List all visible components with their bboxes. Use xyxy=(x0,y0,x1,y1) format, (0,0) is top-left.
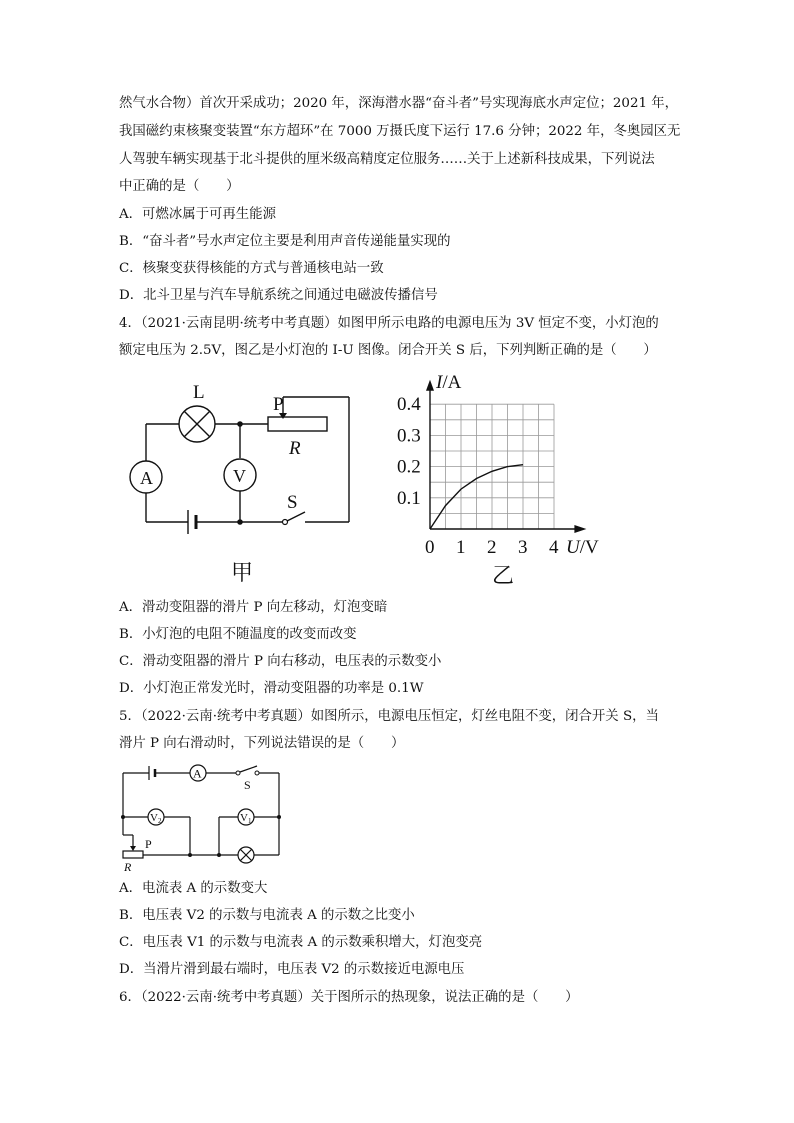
q5-option-d[interactable]: D．当滑片滑到最右端时，电压表 V2 的示数接近电源电压 xyxy=(119,962,465,977)
x-tick-label: 1 xyxy=(456,537,466,558)
battery-icon xyxy=(188,510,196,534)
q4-stem-line-1: 4．（2021·云南昆明·统考中考真题）如图甲所示电路的电源电压为 3V 恒定不变，小灯泡的 xyxy=(119,316,659,331)
q5-switch-icon xyxy=(236,766,259,775)
q5-v1-label: V1 xyxy=(240,812,252,825)
intro-line-4: 中正确的是（ ） xyxy=(119,179,240,194)
figure-caption-jia: 甲 xyxy=(231,561,254,586)
q4-stem-line-2: 额定电压为 2.5V，图乙是小灯泡的 I-U 图像。闭合开关 S 后，下列判断正确的是（ ） xyxy=(119,343,657,358)
intro-line-1: 然气水合物）首次开采成功；2020 年，深海潜水器“奋斗者”号实现海底水声定位；2021 年， xyxy=(119,96,679,111)
q5-v2-label: V2 xyxy=(150,812,162,825)
ammeter-label: A xyxy=(140,468,153,488)
rheostat-icon xyxy=(268,417,327,431)
q4-option-c[interactable]: C．滑动变阻器的滑片 P 向右移动，电压表的示数变小 xyxy=(119,654,442,669)
resistor-label: R xyxy=(289,438,301,459)
q6-stem-line-1: 6．（2022·云南·统考中考真题）关于图所示的热现象，说法正确的是（ ） xyxy=(119,990,579,1005)
lamp-icon xyxy=(179,406,215,442)
q4-option-a[interactable]: A．滑动变阻器的滑片 P 向左移动，灯泡变暗 xyxy=(119,600,388,615)
iu-graph xyxy=(385,365,620,590)
x-tick-label: 4 xyxy=(549,537,559,558)
switch-label: S xyxy=(287,492,298,513)
lamp-label: L xyxy=(193,382,205,403)
q3-option-a[interactable]: A．可燃冰属于可再生能源 xyxy=(119,207,276,222)
q5-stem-line-1: 5．（2022·云南·统考中考真题）如图所示，电源电压恒定，灯丝电阻不变，闭合开关 S，当 xyxy=(119,709,659,724)
q5-switch-label: S xyxy=(244,778,251,792)
intro-line-2: 我国磁约束核聚变装置“东方超环”在 7000 万摄氏度下运行 17.6 分钟；2022 年，冬奥园区无 xyxy=(119,124,681,139)
q5-battery-icon xyxy=(149,766,155,780)
q4-option-d[interactable]: D．小灯泡正常发光时，滑动变阻器的功率是 0.1W xyxy=(119,681,424,696)
x-axis-arrow-icon xyxy=(574,525,586,533)
q5-rheostat-icon xyxy=(123,851,143,858)
q5-option-c[interactable]: C．电压表 V1 的示数与电流表 A 的示数乘积增大，灯泡变亮 xyxy=(119,935,483,950)
intro-line-3: 人驾驶车辆实现基于北斗提供的厘米级高精度定位服务……关于上述新科技成果，下列说法 xyxy=(119,152,655,167)
circuit-diagram-q5 xyxy=(112,760,292,878)
q5-lamp-icon xyxy=(238,847,254,863)
x-tick-label: 3 xyxy=(518,537,528,558)
q5-slider-arrow-icon xyxy=(130,846,136,851)
circuit-diagram-jia xyxy=(110,372,370,587)
switch-icon xyxy=(283,512,306,525)
q5-stem-line-2: 滑片 P 向右滑动时，下列说法错误的是（ ） xyxy=(119,736,405,751)
voltmeter-label: V xyxy=(233,466,246,486)
q5-slider-label: P xyxy=(145,837,152,851)
q3-option-b[interactable]: B．“奋斗者”号水声定位主要是利用声音传递能量实现的 xyxy=(119,234,451,249)
q5-ammeter-label: A xyxy=(193,766,202,781)
slider-label: P xyxy=(273,394,284,415)
y-tick-label: 0.3 xyxy=(397,425,421,447)
x-axis-label: U/V xyxy=(566,537,599,558)
y-tick-label: 0.4 xyxy=(397,394,421,416)
y-axis-arrow-icon xyxy=(426,380,434,391)
q3-option-d[interactable]: D．北斗卫星与汽车导航系统之间通过电磁波传播信号 xyxy=(119,288,438,303)
x-tick-label: 0 xyxy=(425,537,435,558)
figure-caption-yi: 乙 xyxy=(492,564,515,589)
q5-option-a[interactable]: A．电流表 A 的示数变大 xyxy=(119,881,268,896)
q4-option-b[interactable]: B．小灯泡的电阻不随温度的改变而改变 xyxy=(119,627,357,642)
q5-option-b[interactable]: B．电压表 V2 的示数与电流表 A 的示数之比变小 xyxy=(119,908,415,923)
q5-resistor-label: R xyxy=(124,860,132,874)
q3-option-c[interactable]: C．核聚变获得核能的方式与普通核电站一致 xyxy=(119,261,384,276)
y-tick-label: 0.2 xyxy=(397,456,421,478)
y-tick-label: 0.1 xyxy=(397,487,421,509)
y-axis-label: I/A xyxy=(436,372,462,393)
x-tick-label: 2 xyxy=(487,537,497,558)
